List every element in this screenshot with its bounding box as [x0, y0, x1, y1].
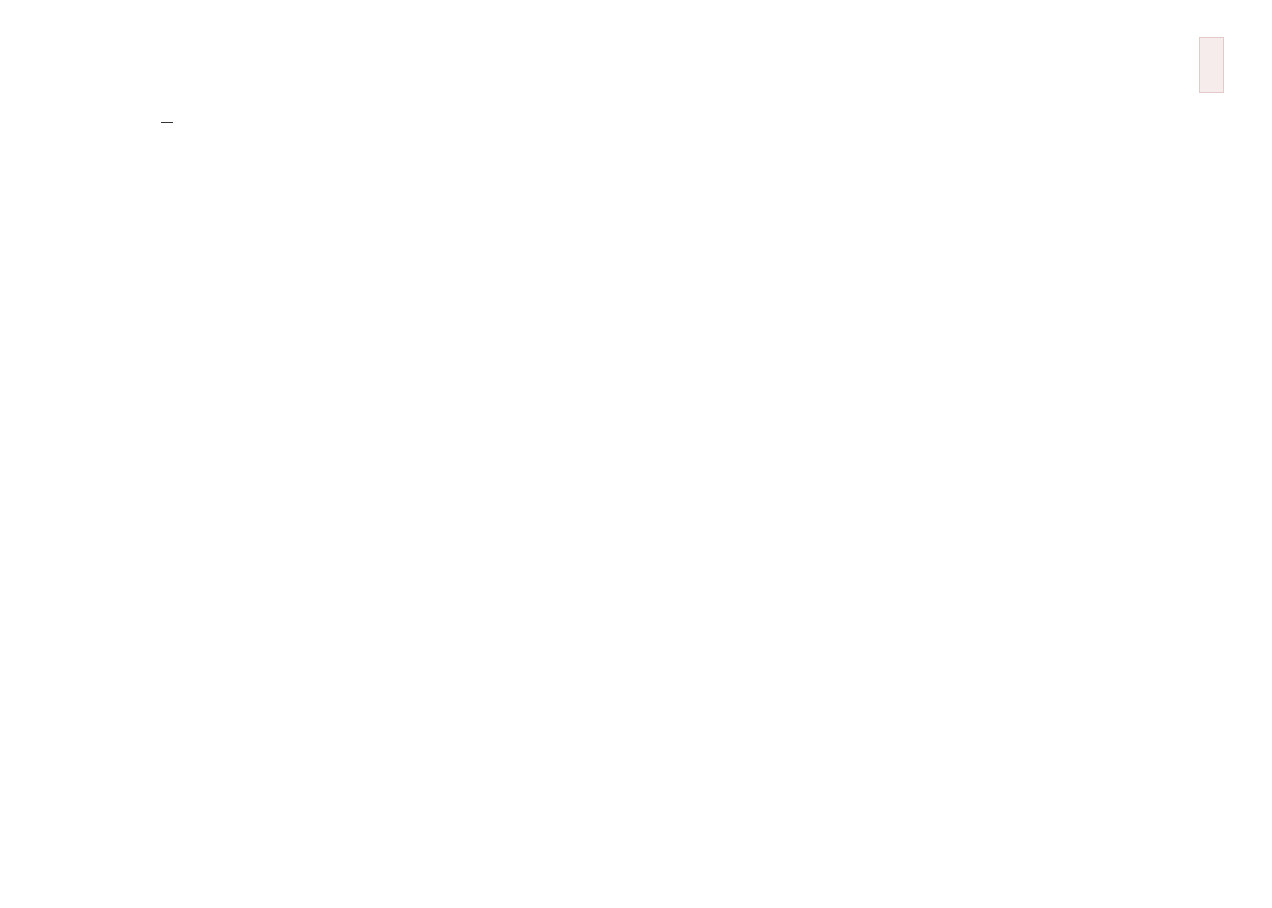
version-stamp	[1199, 37, 1224, 93]
time-signature	[160, 122, 174, 123]
